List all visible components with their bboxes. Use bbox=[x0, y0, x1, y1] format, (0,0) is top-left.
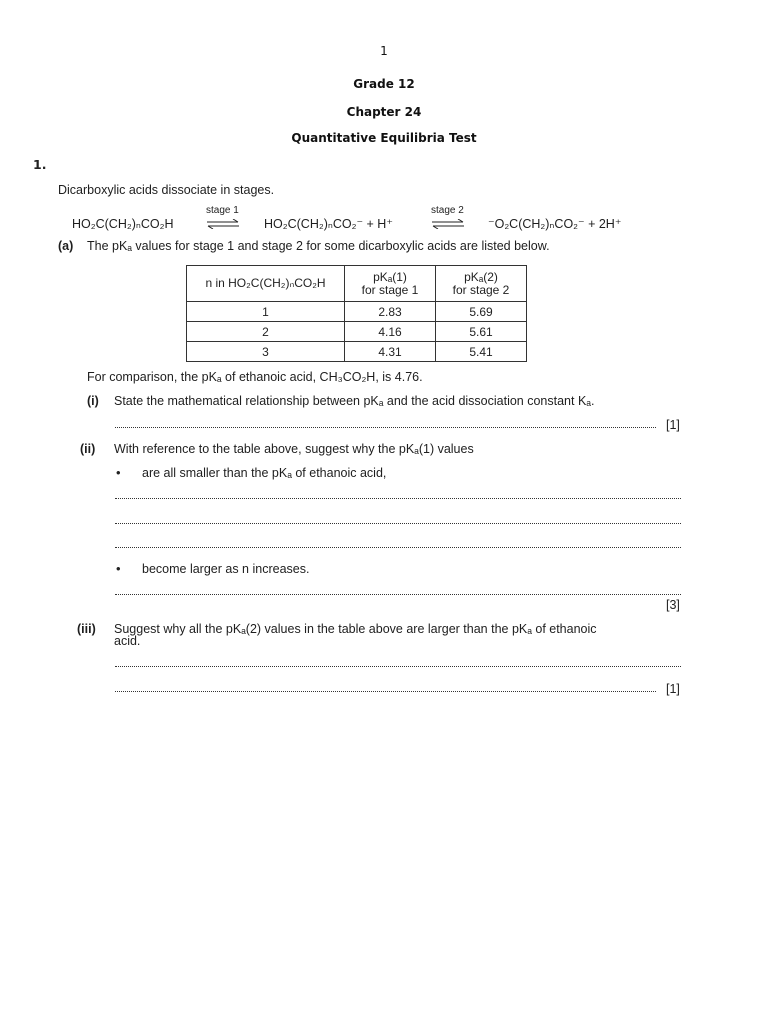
grade-heading: Grade 12 bbox=[353, 77, 415, 91]
stage2-label: stage 2 bbox=[431, 205, 464, 216]
table-cell: 5.69 bbox=[436, 302, 527, 322]
part-iii-text-line2: acid. bbox=[114, 634, 141, 648]
answer-line[interactable] bbox=[115, 691, 656, 692]
table-row bbox=[187, 322, 527, 342]
part-ii-bullet1: are all smaller than the pKₐ of ethanoic acid, bbox=[142, 466, 387, 480]
part-iii-text-line1: Suggest why all the pKₐ(2) values in the table above are larger than the pKₐ of ethanoic bbox=[114, 622, 597, 636]
table-row bbox=[187, 342, 527, 362]
answer-line[interactable] bbox=[115, 594, 681, 595]
table-cell: 5.61 bbox=[436, 322, 527, 342]
bullet-icon: • bbox=[116, 465, 121, 480]
part-ii-bullet2: become larger as n increases. bbox=[142, 562, 310, 576]
intro-text: Dicarboxylic acids dissociate in stages. bbox=[58, 183, 275, 197]
table-cell: 3 bbox=[187, 342, 345, 362]
table-cell: 4.16 bbox=[345, 322, 436, 342]
equation-product: ⁻O₂C(CH₂)ₙCO₂⁻ + 2H⁺ bbox=[488, 217, 622, 231]
equilibrium-arrow-icon bbox=[431, 219, 465, 229]
table-cell: 2 bbox=[187, 322, 345, 342]
part-ii-label: (ii) bbox=[80, 442, 96, 456]
part-ii-text: With reference to the table above, suggest why the pKₐ(1) values bbox=[114, 442, 474, 456]
table-cell: 5.41 bbox=[436, 342, 527, 362]
equation-intermediate: HO₂C(CH₂)ₙCO₂⁻ + H⁺ bbox=[264, 217, 393, 231]
table-cell: 2.83 bbox=[345, 302, 436, 322]
part-i-text: State the mathematical relationship between pKₐ and the acid dissociation constant Kₐ. bbox=[114, 394, 595, 408]
table-header-cell: pKₐ(1) for stage 1 bbox=[345, 266, 436, 302]
mark-allocation: [1] bbox=[666, 418, 680, 432]
chapter-heading: Chapter 24 bbox=[346, 105, 422, 119]
answer-line[interactable] bbox=[115, 427, 656, 428]
mark-allocation: [3] bbox=[666, 598, 680, 612]
answer-line[interactable] bbox=[115, 547, 681, 548]
table-row bbox=[187, 302, 527, 322]
table-cell: 4.31 bbox=[345, 342, 436, 362]
part-i-label: (i) bbox=[87, 394, 99, 408]
pka-table bbox=[186, 265, 527, 362]
answer-line[interactable] bbox=[115, 498, 681, 499]
equation-reactant: HO₂C(CH₂)ₙCO₂H bbox=[72, 217, 174, 231]
answer-line[interactable] bbox=[115, 523, 681, 524]
comparison-text: For comparison, the pKₐ of ethanoic acid, CH₃CO₂H, is 4.76. bbox=[87, 370, 423, 384]
part-a-label: (a) bbox=[58, 239, 74, 253]
part-a-text: The pKₐ values for stage 1 and stage 2 for some dicarboxylic acids are listed below. bbox=[87, 239, 550, 253]
answer-line[interactable] bbox=[115, 666, 681, 667]
mark-allocation: [1] bbox=[666, 682, 680, 696]
table-header-row bbox=[187, 266, 527, 302]
table-header-cell: pKₐ(2) for stage 2 bbox=[436, 266, 527, 302]
test-title: Quantitative Equilibria Test bbox=[291, 131, 477, 145]
stage1-label: stage 1 bbox=[206, 205, 239, 216]
bullet-icon: • bbox=[116, 561, 121, 576]
question-number: 1. bbox=[33, 157, 47, 172]
part-iii-label: (iii) bbox=[77, 622, 96, 636]
page-number: 1 bbox=[380, 44, 388, 58]
equilibrium-arrow-icon bbox=[206, 219, 240, 229]
table-cell: 1 bbox=[187, 302, 345, 322]
table-header-cell: n in HO₂C(CH₂)ₙCO₂H bbox=[187, 266, 345, 302]
